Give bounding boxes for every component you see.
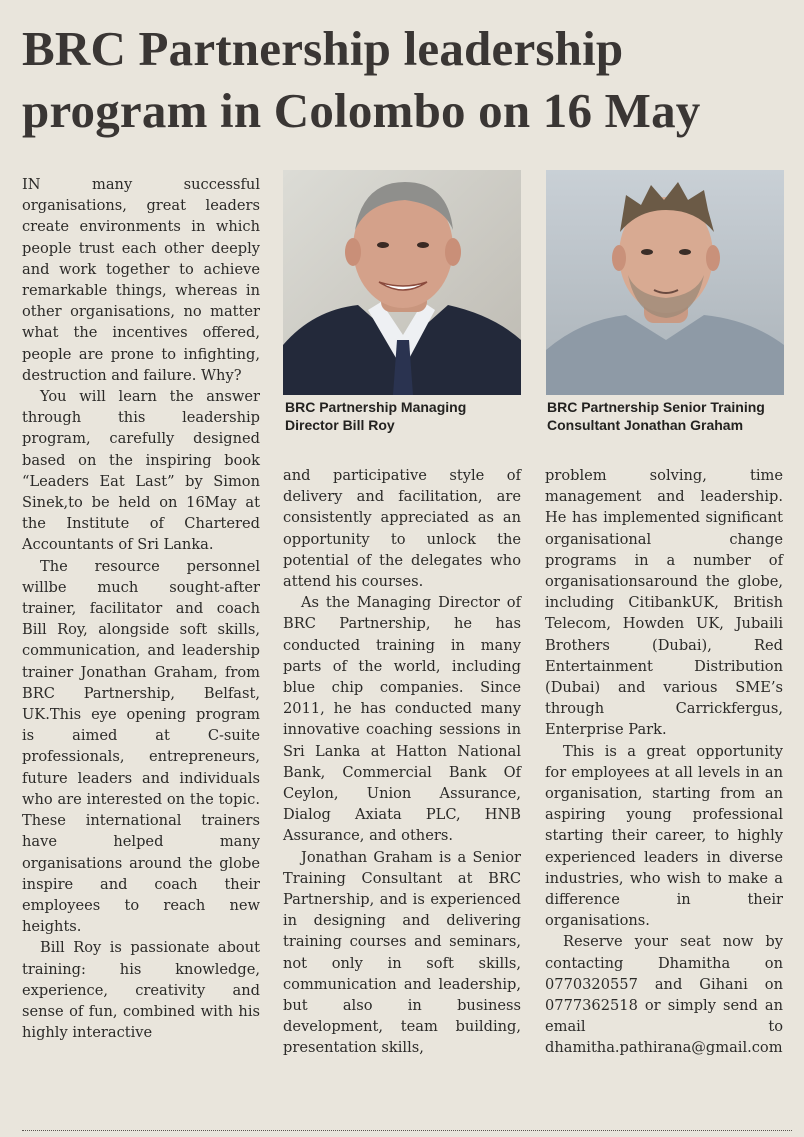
- article-column-1: [22, 174, 260, 1043]
- paragraph: The resource personnel willbe much sought-after trainer, facilitator and coach Bill Roy, alongside soft skills, communication, and leadership trainer Jonathan Graham, from BRC Partnership, Belfast, UK.This eye opening program is aimed at C-suite professionals, entrepreneurs, future leaders and individuals who are interested on the topic. These international trainers have helped many organisations around the globe inspire and coach their employees to reach new heights.: [22, 557, 260, 936]
- photo-jonathan-graham: [546, 170, 784, 395]
- article-column-3: [545, 465, 783, 1059]
- portrait-photo-icon: [283, 170, 521, 395]
- paragraph: problem solving, time management and leadership. He has implemented significant organisational change programs in a number of organisationsaround the globe, including CitibankUK, British Telecom, Howden UK, Jubaili Brothers (Dubai), Red Entertainment Distribution (Dubai) and various SME’s through Carrickfergus, Enterprise Park.: [545, 467, 783, 739]
- paragraph: Reserve your seat now by contacting Dhamitha on 0770320557 and Gihani on 0777362518 or simply send an email to dhamitha.pathirana@gmail.com: [545, 933, 783, 1057]
- portrait-photo-icon: [546, 170, 784, 395]
- photo-caption: BRC Partnership Managing Director Bill Roy: [285, 399, 467, 433]
- paragraph: You will learn the answer through this leadership program, carefully designed based on the inspiring book “Leaders Eat Last” by Simon Sinek,to be held on 16May at the Institute of Chartered Accountants of Sri Lanka.: [22, 388, 260, 554]
- paragraph: Bill Roy is passionate about training: his knowledge, experience, creativity and sense of fun, combined with his highly interactive: [22, 939, 260, 1042]
- paragraph: and participative style of delivery and facilitation, are consistently appreciated as an opportunity to unlock the potential of the delegates who attend his courses.: [283, 467, 521, 591]
- photo-bill-roy: [283, 170, 521, 395]
- article-column-2: [283, 465, 521, 1059]
- photo-caption: BRC Partnership Senior Training Consultant Jonathan Graham: [547, 399, 765, 433]
- headline: BRC Partnership leadership program in Colombo on 16 May: [22, 21, 701, 138]
- paragraph: As the Managing Director of BRC Partnership, he has conducted training in many parts of the world, including blue chip companies. Since 2011, he has conducted many innovative coaching sessions in Sri Lanka at Hatton National Bank, Commercial Bank Of Ceylon, Union Assurance, Dialog Axiata PLC, HNB Assurance, and others.: [283, 594, 521, 845]
- paragraph: Jonathan Graham is a Senior Training Consultant at BRC Partnership, and is experienced in designing and delivering training courses and seminars, not only in soft skills, communication and leadership, but also in business development, team building, presentation skills,: [283, 848, 521, 1057]
- paragraph: This is a great opportunity for employees at all levels in an organisation, starting from an aspiring young professional starting their career, to highly experienced leaders in diverse industries, who wish to make a difference in their organisations.: [545, 742, 783, 930]
- bottom-divider: [22, 1130, 792, 1131]
- paragraph: IN many successful organisations, great leaders create environments in which people trust each other deeply and work together to achieve remarkable things, whereas in other organisations, no matter what the incentives offered, people are prone to infighting, destruction and failure. Why?: [22, 176, 260, 384]
